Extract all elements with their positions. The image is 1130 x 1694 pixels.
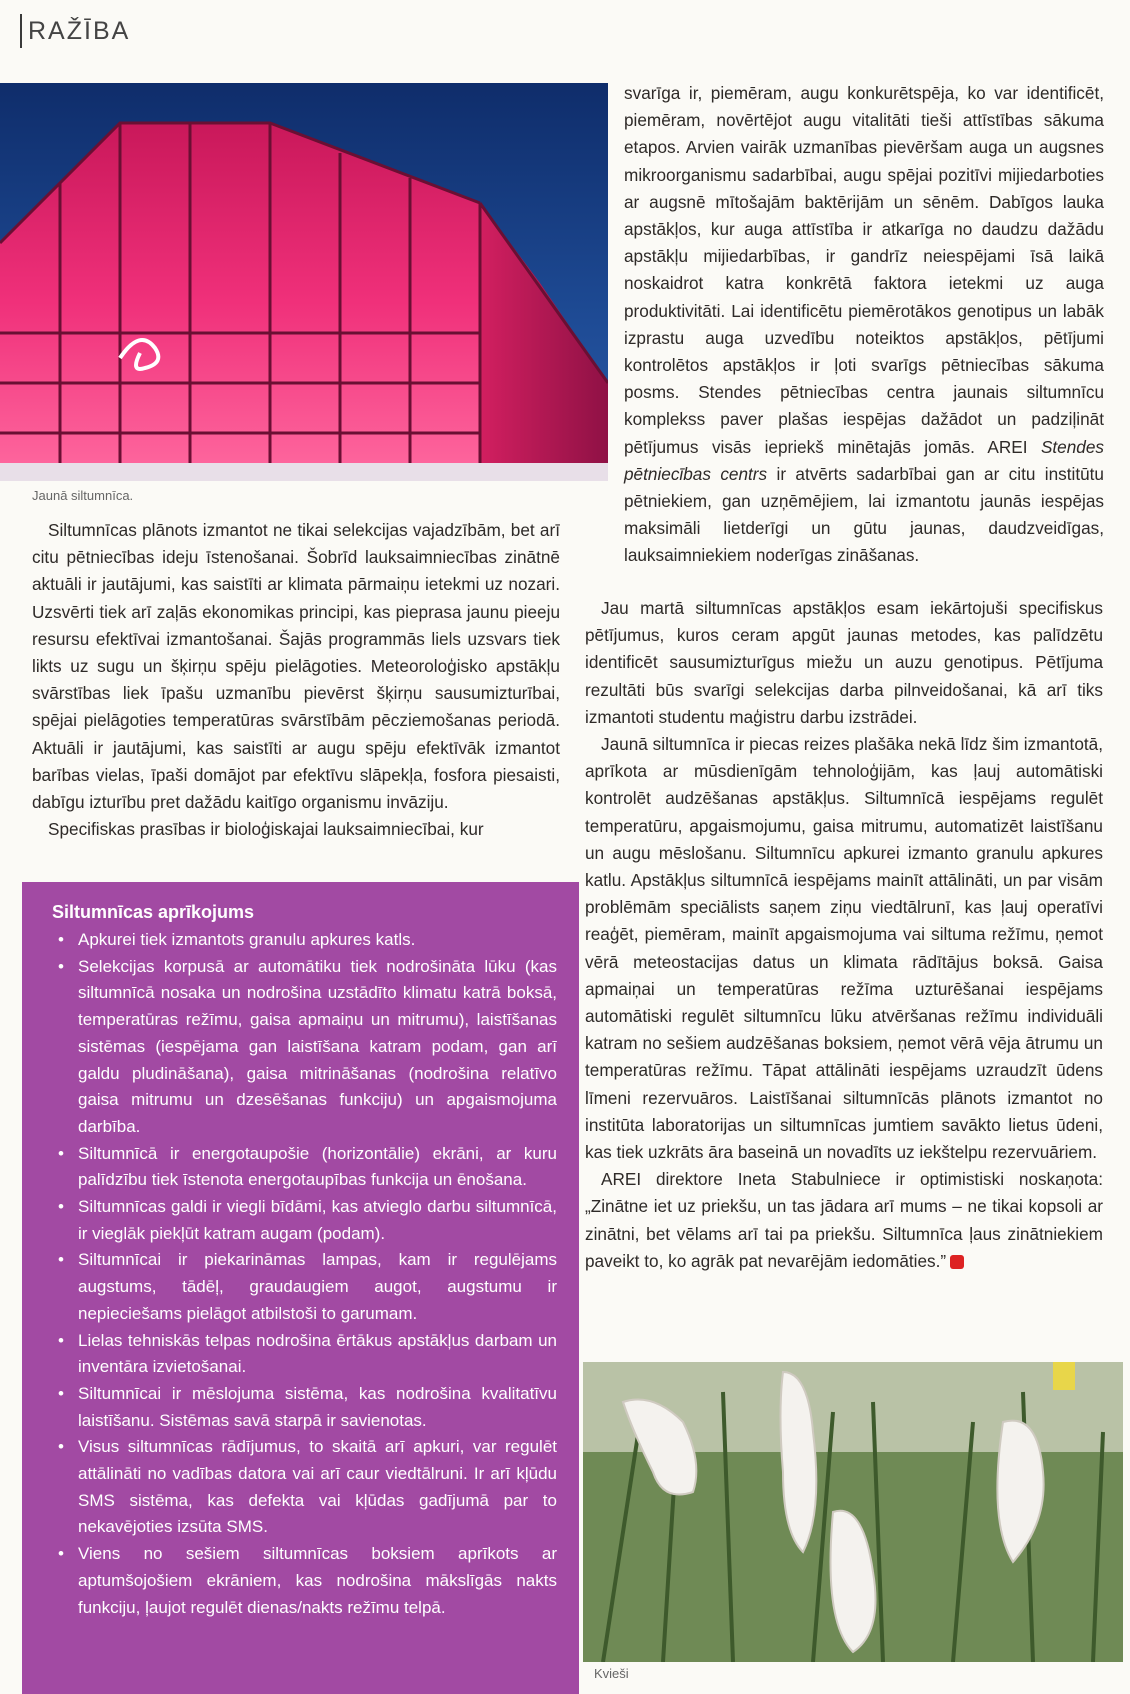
- sidebar-title: Siltumnīcas aprīkojums: [52, 902, 255, 922]
- quote-text: AREI direktore Ineta Stabulniece ir optimistiski noskaņota: „Zinātne iet uz priekšu, un tas jādara arī mums – ne tikai kopsoli ar zinātni, bet vēlams arī tai pa priekšu. Siltumnīca ļaus zinātniekiem paveikt to, ko agrāk pat nevarējām iedomāties.”: [585, 1169, 1103, 1271]
- photo-caption-wheat: Kvieši: [594, 1666, 629, 1681]
- photo-caption-greenhouse: Jaunā siltumnīca.: [32, 488, 134, 503]
- body-paragraph: [624, 80, 1104, 570]
- equipment-sidebar: [22, 882, 579, 1694]
- list-item: • Apkurei tiek izmantots granulu apkures katls.: [52, 927, 557, 954]
- list-item: • Siltumnīcai ir piekarināmas lampas, kam ir regulējams augstums, tādēļ, graudaugiem augot, augstumu ir nepieciešams pielāgot atbilstoši to garumam.: [52, 1247, 557, 1327]
- body-paragraph: Siltumnīcas plānots izmantot ne tikai selekcijas vajadzībām, bet arī citu pētniecības ideju īstenošanai. Šobrīd lauksaimniecības zinātnē aktuāli ir jautājumi, kas saistīti ar klimata pārmaiņu ietekmi uz nozari. Uzsvērti tiek arī zaļās ekonomikas principi, kas pieprasa jaunu pieeju resursu efektīvai izmantošanai. Šajās programmās liels uzsvars tiek likts uz sugu un šķirņu spēju pielāgoties. Meteoroloģisko apstākļu svārstības liek īpašu uzmanību pievērst šķirņu sausumizturībai, spējai pielāgoties temperatūras svārstībām pēcziemošanas periodā. Aktuāli ir jautājumi, kas saistīti ar augu spēju efektīvāk izmantot barības vielas, īpaši domājot par efektīvu slāpekļa, fosfora piesaisti, dabīgu izturību pret dažādu kaitīgo organismu invāziju.: [32, 520, 560, 813]
- body-paragraph: Jau martā siltumnīcas apstākļos esam iekārtojuši specifiskus pētījumus, kuros ceram apgūt jaunas metodes, kas palīdzētu identificēt sausumizturīgus miežu un auzu genotipus. Pētījuma rezultāti būs svarīgi selekcijas darba pilnveidošanai, kā arī tiks izmantoti studentu maģistru darbu izstrādei.: [585, 598, 1103, 727]
- list-item: • Viens no sešiem siltumnīcas boksiem aprīkots ar aptumšojošiem ekrāniem, kas nodrošina mākslīgās nakts funkciju, ļaujot regulēt dienas/nakts režīmu telpā.: [52, 1541, 557, 1621]
- greenhouse-photo: [0, 83, 608, 481]
- body-text: svarīga ir, piemēram, augu konkurētspēja, ko var identificēt, piemēram, novērtējot augu vitalitāti tieši attīstības sākuma etapos. Arvien vairāk uzmanības pievēršam auga un augsnes mikroorganismu sadarbībai, augu spējai pozitīvi mijiedarboties ar augsnē mītošajām baktērijām un sēnēm. Dabīgos lauka apstākļos, kur auga attīstība ir atkarīga no daudzu dažādu apstākļu mijiedarbības, ir gandrīz neiespējami īsā laikā noskaidrot katra konkrētā faktora ietekmi uz auga produktivitāti. Lai identificētu piemērotākos genotipus un labāk izprastu auga uzvedību noteiktos apstākļos, pētījumi kontrolētos apstākļos ir ļoti svarīgs pētniecības sākuma posms. Stendes pētniecības centra jaunais siltumnīcu komplekss paver plašas iespējas dažādot un padziļināt pētījumus visās iepriekš minētajās jomās. AREI: [624, 83, 1104, 457]
- list-item: • Siltumnīcas galdi ir viegli bīdāmi, kas atvieglo darbu siltumnīcā, ir vieglāk piekļūt katram augam (podam).: [52, 1194, 557, 1247]
- body-text: ir atvērts sadarbībai gan ar citu institūtu pētniekiem, gan uzņēmējiem, lai izmantotu jaunās iespējas maksimāli lietderīgi un gūtu jaunas, daudzveidīgas, lauksaimniekiem noderīgas zināšanas.: [624, 463, 1104, 566]
- centre-name: Stendes pētniecības centrs: [624, 436, 1105, 484]
- list-item: • Selekcijas korpusā ar automātiku tiek nodrošināta lūku (kas siltumnīcā nosaka un nodrošina uzstādīto klimatu katrā boksā, temperatūras režīmu, gaisa apmaiņu un mitrumu), laistīšanas sistēmas (iespējama gan laistīšana katram podam, gan arī galdu pludināšana), gaisa mitrināšanas (nodrošina relatīvo gaisa mitrumu un dzesēšanas funkciju) un apgaismojuma darbība.: [52, 954, 557, 1141]
- wheat-photo: [583, 1362, 1123, 1662]
- quote-paragraph: [585, 1166, 1103, 1275]
- equipment-list: [52, 927, 557, 1621]
- list-item: • Siltumnīcā ir energotaupošie (horizontālie) ekrāni, ar kuru palīdzību tiek īstenota energotaupības funkcija un ēnošana.: [52, 1141, 557, 1194]
- right-column-bottom: [585, 595, 1103, 1275]
- list-item: • Siltumnīcai ir mēslojuma sistēma, kas nodrošina kvalitatīvu laistīšanu. Sistēmas savā starpā ir savienotas.: [52, 1381, 557, 1434]
- list-item: • Visus siltumnīcas rādījumus, to skaitā arī apkuri, var regulēt attālināti no vadības datora vai arī caur viedtālruni. Ir arī kļūdu SMS sistēma, kas defekta vai kļūdas gadījumā par to nekavējoties izsūta SMS.: [52, 1434, 557, 1541]
- section-header: RAŽĪBA: [20, 14, 130, 48]
- right-column-top: [624, 80, 1104, 570]
- list-item: • Lielas tehniskās telpas nodrošina ērtākus apstākļus darbam un inventāra izvietošanai.: [52, 1328, 557, 1381]
- body-paragraph: Jaunā siltumnīca ir piecas reizes plašāka nekā līdz šim izmantotā, aprīkota ar mūsdienīgām tehnoloģijām, kas ļauj automātiski kontrolēt audzēšanas apstākļus. Siltumnīcā iespējams regulēt temperatūru, apgaismojumu, gaisa mitrumu, automatizēt laistīšanu un augu mēslošanu. Siltumnīcu apkurei izmanto granulu apkures katlu. Apstākļus siltumnīcā iespējams mainīt attālināti, un par visām problēmām speciālists saņem ziņu viedtālrunī, kas ļauj operatīvi reaģēt, piemēram, mainīt apgaismojuma vai siltuma režīmu, ņemot vērā meteostacijas datus un klimata rādītājus boksā. Gaisa apmaiņai un temperatūras režīma uzturēšanai iespējams automātiski regulēt siltumnīcu lūku atvēršanas režīmu individuāli katram no sešiem audzēšanas boksiem, ņemot vērā vēja ātrumu un temperatūras režīmu. Tāpat attālināti iespējams uzraudzīt ūdens līmeni rezervuāros. Laistīšanai siltumnīcās plānots izmantot no institūta laboratorijas un siltumnīcas jumtiem savākto lietus ūdeni, kas tiek uzkrāts āra baseinā un novadīts uz iekštelpu rezervuāriem.: [585, 734, 1103, 1163]
- left-column: [32, 517, 560, 843]
- body-paragraph: Specifiskas prasības ir bioloģiskajai lauksaimniecībai, kur: [48, 819, 484, 840]
- article-end-icon: [950, 1255, 964, 1269]
